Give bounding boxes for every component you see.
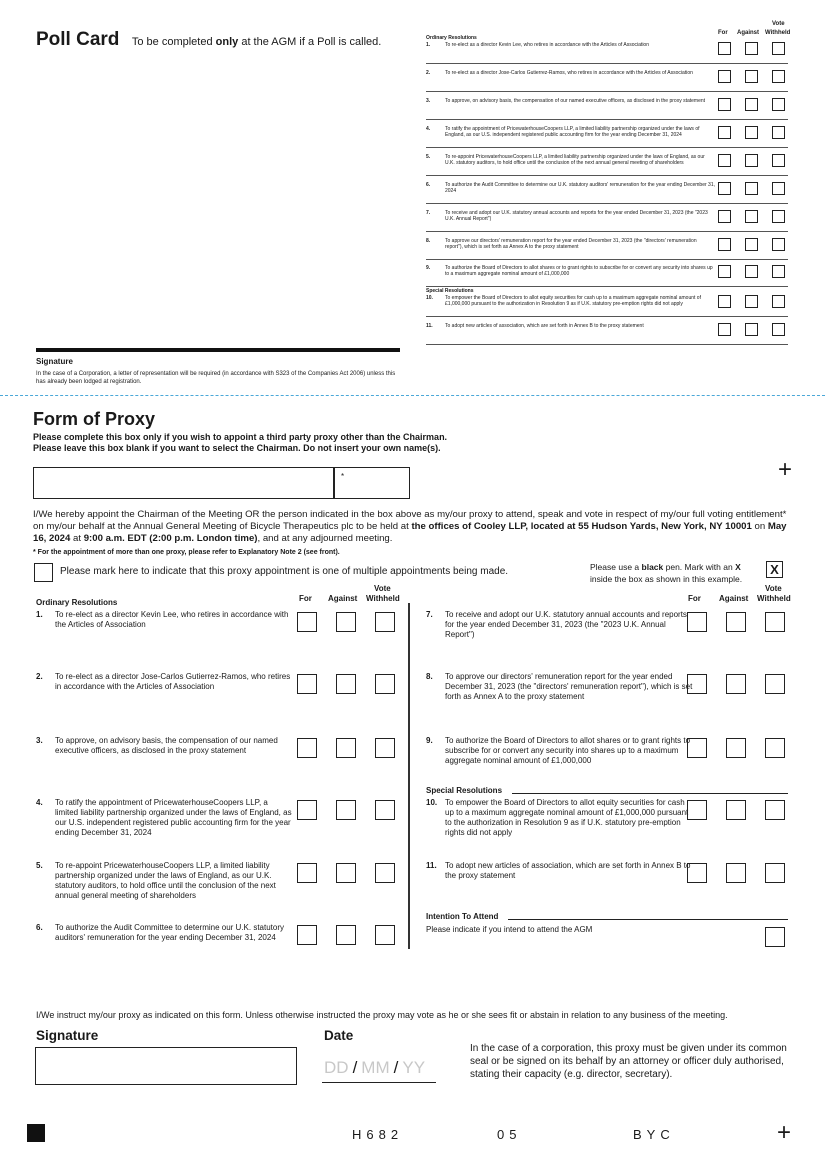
- poll-withheld-checkbox[interactable]: [772, 265, 785, 278]
- pen-note-3: inside the box as shown in this example.: [590, 574, 743, 584]
- poll-resolution-text: To authorize the Board of Directors to allot shares or to grant rights to subscribe for or convert any security into shares up to a maximum aggregate nominal amount of £1,000,000: [445, 265, 713, 277]
- proxy-resolution-text: To re-elect as a director Jose-Carlos Gutierrez-Ramos, who retires in accordance with the Articles of Association: [55, 672, 291, 691]
- pen-instruction: [590, 561, 760, 585]
- proxy-against-checkbox[interactable]: [336, 674, 356, 694]
- proxy-resolution-number: 6.: [36, 923, 43, 932]
- signature-label: Signature: [36, 1028, 99, 1043]
- date-mm: MM: [361, 1058, 390, 1077]
- proxy-for-checkbox[interactable]: [297, 738, 317, 758]
- poll-resolution-number: 11.: [426, 323, 433, 329]
- proxy-for-checkbox[interactable]: [297, 800, 317, 820]
- poll-against-checkbox[interactable]: [745, 295, 758, 308]
- poll-resolution-number: 4.: [426, 126, 431, 132]
- col-vote-right: Vote: [765, 584, 782, 593]
- proxy-special-heading: Special Resolutions: [426, 786, 503, 795]
- pen-note-1: Please use a: [590, 562, 642, 572]
- poll-resolution-number: 7.: [426, 210, 431, 216]
- date-label: Date: [324, 1028, 354, 1043]
- poll-for-checkbox[interactable]: [718, 323, 731, 336]
- proxy-for-checkbox[interactable]: [297, 925, 317, 945]
- appoint-text-2: on: [751, 521, 768, 532]
- poll-withheld-checkbox[interactable]: [772, 70, 785, 83]
- proxy-column-divider: [408, 603, 410, 949]
- proxy-resolution-text: To re-appoint PricewaterhouseCoopers LLP, a limited liability partnership organized under the laws of England, as our U.K. statutory auditors, to hold office until the conclusion of the next annual general meeting of shareholders: [55, 861, 276, 900]
- poll-for-checkbox[interactable]: [718, 182, 731, 195]
- proxy-against-checkbox[interactable]: [726, 674, 746, 694]
- poll-withheld-checkbox[interactable]: [772, 238, 785, 251]
- proxy-against-checkbox[interactable]: [726, 612, 746, 632]
- poll-against-checkbox[interactable]: [745, 154, 758, 167]
- subtitle-post: at the AGM if a Poll is called.: [238, 36, 382, 48]
- date-sep-2: /: [393, 1058, 399, 1077]
- poll-for-checkbox[interactable]: [718, 70, 731, 83]
- poll-withheld-checkbox[interactable]: [772, 98, 785, 111]
- poll-against-checkbox[interactable]: [745, 70, 758, 83]
- poll-resolution-text: To receive and adopt our U.K. statutory annual accounts and reports for the year ended December 31, 2023 (the "2023 U.K. Annual Report"): [445, 210, 708, 222]
- proxy-instruction-1: Please complete this box only if you wish to appoint a third party proxy other than the Chairman.: [33, 432, 448, 442]
- proxy-against-checkbox[interactable]: [336, 800, 356, 820]
- poll-row-rule: [426, 119, 788, 120]
- poll-resolution-number: 1.: [426, 42, 431, 48]
- poll-resolution-row: [426, 323, 788, 349]
- poll-resolution-text: To re-elect as a director Kevin Lee, who retires in accordance with the Articles of Association: [445, 42, 649, 48]
- poll-withheld-checkbox[interactable]: [772, 126, 785, 139]
- poll-ordinary-heading: Ordinary Resolutions: [426, 35, 477, 41]
- multiple-appointments-checkbox[interactable]: [34, 563, 53, 582]
- poll-withheld-checkbox[interactable]: [772, 323, 785, 336]
- proxy-withheld-checkbox[interactable]: [765, 863, 785, 883]
- proxy-resolution-number: 5.: [36, 861, 43, 870]
- poll-resolution-row: [426, 70, 788, 96]
- date-underline: [322, 1082, 436, 1083]
- poll-card-header: [36, 29, 381, 51]
- poll-resolution-row: [426, 238, 788, 264]
- col-for-left: For: [299, 594, 312, 603]
- poll-against-checkbox[interactable]: [745, 126, 758, 139]
- subtitle-pre: To be completed: [131, 36, 216, 48]
- col-for-right: For: [688, 594, 701, 603]
- poll-row-rule: [426, 175, 788, 176]
- appoint-text-1: I/We hereby appoint the Chairman of the Meeting OR the person indicated in the box above as my/our proxy to attend, speak and vote in respect of my/our full voting entitlement* on my/our behalf at the Annual General Meeting of Bicycle Therapeutics plc to be held at: [33, 509, 787, 532]
- proxy-for-checkbox[interactable]: [297, 612, 317, 632]
- proxy-resolution-text: To approve, on advisory basis, the compensation of our named executive officers, as disclosed in the proxy statement: [55, 736, 278, 755]
- poll-resolution-number: 5.: [426, 154, 431, 160]
- proxy-withheld-checkbox[interactable]: [375, 925, 395, 945]
- poll-resolution-text: To ratify the appointment of PricewaterhouseCoopers LLP, a limited liability partnership organized under the laws of England, as our U.S. independent registered public accounting firm for the year ending December 31, 2024: [445, 126, 700, 138]
- proxy-resolution-number: 1.: [36, 610, 43, 619]
- footer-code-2: 05: [497, 1127, 522, 1142]
- proxy-resolution-text: To authorize the Audit Committee to determine our U.K. statutory auditors' remuneration for the year ending December 31, 2024: [55, 923, 284, 942]
- col-against-left: Against: [328, 594, 358, 603]
- proxy-withheld-checkbox[interactable]: [765, 674, 785, 694]
- attend-checkbox[interactable]: [765, 927, 785, 947]
- poll-for-checkbox[interactable]: [718, 265, 731, 278]
- proxy-withheld-checkbox[interactable]: [375, 863, 395, 883]
- pen-x: X: [735, 562, 741, 572]
- registration-square: [27, 1124, 45, 1142]
- poll-resolution-text: To approve our directors' remuneration report for the year ended December 31, 2023 (the "directors' remuneration report"), which is set forth as Annex A to the proxy statement: [445, 238, 697, 250]
- proxy-withheld-checkbox[interactable]: [375, 738, 395, 758]
- poll-row-rule: [426, 344, 788, 345]
- poll-withheld-checkbox[interactable]: [772, 210, 785, 223]
- poll-col-against: Against: [737, 30, 760, 36]
- proxy-for-checkbox[interactable]: [687, 863, 707, 883]
- poll-resolution-text: To authorize the Audit Committee to determine our U.K. statutory auditors' remuneration for the year ending December 31, 2024: [445, 182, 715, 194]
- special-heading-rule: [512, 793, 788, 794]
- proxy-appointment-text: [33, 509, 793, 545]
- poll-resolution-number: 10.: [426, 295, 433, 301]
- poll-for-checkbox[interactable]: [718, 210, 731, 223]
- example-marked-box: X: [766, 561, 783, 578]
- poll-row-rule: [426, 316, 788, 317]
- proxy-against-checkbox[interactable]: [726, 863, 746, 883]
- poll-for-checkbox[interactable]: [718, 295, 731, 308]
- poll-resolution-row: [426, 154, 788, 180]
- poll-for-checkbox[interactable]: [718, 154, 731, 167]
- proxy-against-checkbox[interactable]: [726, 738, 746, 758]
- poll-col-withheld: Withheld: [765, 30, 791, 36]
- poll-withheld-checkbox[interactable]: [772, 42, 785, 55]
- poll-resolution-row: [426, 295, 788, 321]
- proxy-resolution-number: 9.: [426, 736, 433, 745]
- instruct-text: I/We instruct my/our proxy as indicated on this form. Unless otherwise instructed the proxy may vote as he or she sees fit or abstain in relation to any business of the meeting.: [36, 1010, 728, 1020]
- poll-signature-bar: [36, 348, 400, 352]
- poll-against-checkbox[interactable]: [745, 98, 758, 111]
- poll-against-checkbox[interactable]: [745, 210, 758, 223]
- proxy-withheld-checkbox[interactable]: [765, 800, 785, 820]
- pen-black: black: [641, 562, 664, 572]
- poll-resolution-text: To approve, on advisory basis, the compensation of our named executive officers, as disclosed in the proxy statement: [445, 98, 706, 104]
- poll-resolution-text: To adopt new articles of association, which are set forth in Annex B to the proxy statement: [445, 323, 644, 329]
- poll-resolution-row: [426, 126, 788, 152]
- poll-resolution-number: 8.: [426, 238, 431, 244]
- proxy-against-checkbox[interactable]: [336, 925, 356, 945]
- poll-row-rule: [426, 203, 788, 204]
- signature-box[interactable]: [35, 1047, 297, 1085]
- poll-against-checkbox[interactable]: [745, 182, 758, 195]
- proxy-against-checkbox[interactable]: [336, 612, 356, 632]
- proxy-for-checkbox[interactable]: [687, 800, 707, 820]
- poll-row-rule: [426, 259, 788, 260]
- appoint-date: May 16, 2024: [33, 521, 787, 544]
- col-vote-left: Vote: [374, 584, 391, 593]
- proxy-resolution-text: To approve our directors' remuneration report for the year ended December 31, 2023 (the "directors' remuneration report"), which is set forth as Annex A to the proxy statement: [445, 672, 693, 701]
- poll-for-checkbox[interactable]: [718, 126, 731, 139]
- poll-signature-note: In the case of a Corporation, a letter of representation will be required (in accordance with S323 of the Companies Act 2006) unless this has already been lodged at registration.: [36, 371, 396, 385]
- proxy-resolution-number: 7.: [426, 610, 433, 619]
- poll-for-checkbox[interactable]: [718, 238, 731, 251]
- poll-special-heading: Special Resolutions: [426, 288, 474, 294]
- proxy-instruction-2: Please leave this box blank if you want to select the Chairman. Do not insert your own name(s).: [33, 443, 441, 453]
- poll-for-checkbox[interactable]: [718, 98, 731, 111]
- proxy-withheld-checkbox[interactable]: [765, 738, 785, 758]
- poll-resolution-text: To re-elect as a director Jose-Carlos Gutierrez-Ramos, who retires in accordance with the Articles of Association: [445, 70, 693, 76]
- poll-against-checkbox[interactable]: [745, 238, 758, 251]
- proxy-withheld-checkbox[interactable]: [375, 674, 395, 694]
- proxy-resolution-number: 3.: [36, 736, 43, 745]
- poll-against-checkbox[interactable]: [745, 265, 758, 278]
- proxy-withheld-checkbox[interactable]: [375, 612, 395, 632]
- poll-row-rule: [426, 91, 788, 92]
- proxy-name-box[interactable]: [33, 467, 410, 499]
- poll-resolution-text: To empower the Board of Directors to allot equity securities for cash up to a maximum aggregate nominal amount of £1,000,000 pursuant to the authorization in Resolution 9 as if U.K. statutory pre-emption rights did not apply: [445, 295, 701, 307]
- proxy-for-checkbox[interactable]: [297, 674, 317, 694]
- proxy-against-checkbox[interactable]: [726, 800, 746, 820]
- appoint-venue: the offices of Cooley LLP, located at 55 Hudson Yards, New York, NY 10001: [411, 521, 752, 532]
- proxy-ordinary-heading: Ordinary Resolutions: [36, 598, 118, 607]
- proxy-resolution-number: 4.: [36, 798, 43, 807]
- poll-withheld-checkbox[interactable]: [772, 154, 785, 167]
- proxy-withheld-checkbox[interactable]: [375, 800, 395, 820]
- tear-line: [0, 395, 825, 396]
- poll-withheld-checkbox[interactable]: [772, 295, 785, 308]
- poll-resolution-row: [426, 42, 788, 68]
- poll-resolution-row: [426, 210, 788, 236]
- intention-heading: Intention To Attend: [426, 912, 499, 921]
- proxy-resolution-number: 2.: [36, 672, 43, 681]
- proxy-for-checkbox[interactable]: [687, 674, 707, 694]
- proxy-for-checkbox[interactable]: [297, 863, 317, 883]
- poll-for-checkbox[interactable]: [718, 42, 731, 55]
- proxy-resolution-text: To empower the Board of Directors to allot equity securities for cash up to a maximum aggregate nominal amount of £1,000,000 pursuant to the authorization in Resolution 9 as if U.K. statutory pre-emption rights did not apply: [445, 798, 689, 837]
- intention-heading-rule: [508, 919, 788, 920]
- footer-code-1: H682: [352, 1127, 404, 1142]
- proxy-against-checkbox[interactable]: [336, 738, 356, 758]
- appoint-text-3: at: [70, 533, 84, 544]
- proxy-asterisk: *: [341, 472, 345, 481]
- poll-row-rule: [426, 286, 788, 287]
- date-dd: DD: [324, 1058, 349, 1077]
- corp-note: In the case of a corporation, this proxy must be given under its common seal or be signed on its behalf by an attorney or officer duly authorised, stating their capacity (e.g. director, secretary).: [470, 1043, 787, 1080]
- poll-col-for: For: [718, 30, 728, 36]
- poll-card-subtitle: [132, 36, 381, 48]
- proxy-title: Form of Proxy: [33, 409, 156, 429]
- poll-against-checkbox[interactable]: [745, 323, 758, 336]
- proxy-resolution-text: To receive and adopt our U.K. statutory annual accounts and reports for the year ended December 31, 2023 (the "2023 U.K. Annual Report"): [445, 610, 687, 639]
- poll-against-checkbox[interactable]: [745, 42, 758, 55]
- poll-signature-label: Signature: [36, 357, 73, 366]
- poll-resolution-row: [426, 265, 788, 291]
- col-withheld-right: Withheld: [757, 594, 791, 603]
- poll-resolution-number: 3.: [426, 98, 431, 104]
- proxy-for-checkbox[interactable]: [687, 738, 707, 758]
- date-sep-1: /: [352, 1058, 358, 1077]
- poll-col-vote: Vote: [772, 21, 785, 27]
- poll-row-rule: [426, 63, 788, 64]
- appoint-text-4: , and at any adjourned meeting.: [257, 533, 393, 544]
- col-withheld-left: Withheld: [366, 594, 400, 603]
- multiple-appointments-label: Please mark here to indicate that this proxy appointment is one of multiple appointments being made.: [60, 566, 509, 577]
- poll-withheld-checkbox[interactable]: [772, 182, 785, 195]
- poll-resolution-number: 9.: [426, 265, 431, 271]
- date-field[interactable]: [324, 1058, 425, 1078]
- intention-text: Please indicate if you intend to attend the AGM: [426, 925, 593, 934]
- proxy-footnote: * For the appointment of more than one proxy, please refer to Explanatory Note 2 (see front).: [33, 549, 340, 556]
- appoint-time: 9:00 a.m. EDT (2:00 p.m. London time): [83, 533, 258, 544]
- proxy-resolution-number: 11.: [426, 861, 437, 870]
- proxy-resolution-text: To re-elect as a director Kevin Lee, who retires in accordance with the Articles of Association: [55, 610, 289, 629]
- proxy-resolution-text: To ratify the appointment of PricewaterhouseCoopers LLP, a limited liability partnership organized under the laws of England, as our U.S. independent registered public accounting firm for the year ending December 31, 2024: [55, 798, 292, 837]
- proxy-resolution-text: To authorize the Board of Directors to allot shares or to grant rights to subscribe for or convert any security into shares up to a maximum aggregate nominal amount of £1,000,000: [445, 736, 691, 765]
- proxy-resolution-text: To adopt new articles of association, which are set forth in Annex B to the proxy statement: [445, 861, 691, 880]
- poll-resolution-text: To re-appoint PricewaterhouseCoopers LLP, a limited liability partnership organized under the laws of England, as our U.K. statutory auditors, to hold office until the conclusion of the next annual general meeting of shareholders: [445, 154, 705, 166]
- proxy-resolution-number: 10.: [426, 798, 438, 807]
- proxy-withheld-checkbox[interactable]: [765, 612, 785, 632]
- poll-resolution-number: 2.: [426, 70, 431, 76]
- poll-resolution-number: 6.: [426, 182, 431, 188]
- poll-resolution-row: [426, 98, 788, 124]
- proxy-box-divider: [333, 468, 335, 498]
- col-against-right: Against: [719, 594, 749, 603]
- footer-code-3: BYC: [633, 1127, 675, 1142]
- proxy-resolution-number: 8.: [426, 672, 433, 681]
- proxy-against-checkbox[interactable]: [336, 863, 356, 883]
- subtitle-bold: only: [215, 36, 239, 48]
- poll-card-title: Poll Card: [36, 29, 120, 50]
- poll-row-rule: [426, 147, 788, 148]
- date-yy: YY: [402, 1058, 426, 1077]
- registration-cross-top: +: [778, 456, 793, 483]
- poll-row-rule: [426, 231, 788, 232]
- proxy-for-checkbox[interactable]: [687, 612, 707, 632]
- registration-cross-bottom: +: [777, 1119, 792, 1146]
- poll-resolution-row: [426, 182, 788, 208]
- pen-note-2: pen. Mark with an: [663, 562, 736, 572]
